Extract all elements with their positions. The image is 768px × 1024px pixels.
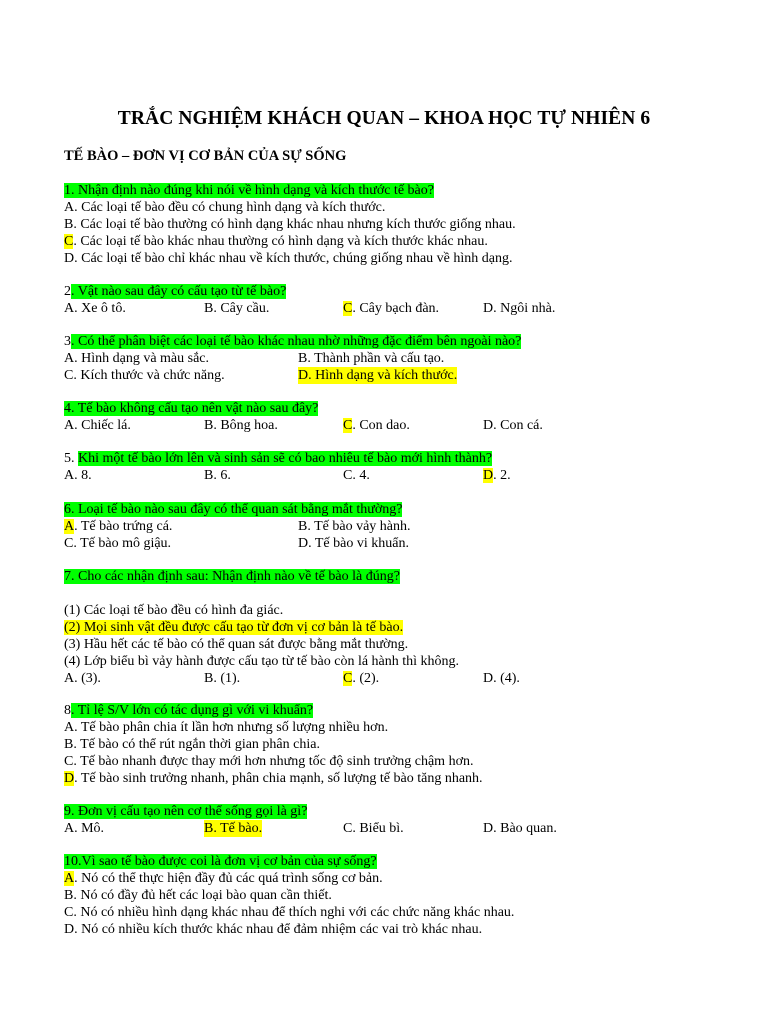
question-4-option-b: B. Bông hoa. (204, 418, 278, 433)
question-7-option-b: B. (1). (204, 671, 241, 686)
question-1-option-d: D. Các loại tế bào chỉ khác nhau về kích thước, chúng giống nhau về hình dạng. (64, 251, 513, 266)
section-heading: TẾ BÀO – ĐƠN VỊ CƠ BẢN CỦA SỰ SỐNG (64, 148, 347, 164)
question-9-option-a: A. Mô. (64, 821, 105, 836)
question-3-option-c: C. Kích thước và chức năng. (64, 368, 225, 383)
question-10-option-d: D. Nó có nhiều kích thước khác nhau để đảm nhiệm các vai trò khác nhau. (64, 922, 483, 937)
question-6-option-b: B. Tế bào vảy hành. (298, 519, 411, 534)
question-9-text: 9. Đơn vị cấu tạo nên cơ thể sống gọi là gì? (64, 804, 308, 819)
question-3-option-a: A. Hình dạng và màu sắc. (64, 351, 210, 366)
question-7-option-d: D. (4). (483, 671, 520, 686)
page-title: TRẮC NGHIỆM KHÁCH QUAN – KHOA HỌC TỰ NHIÊN 6 (117, 108, 651, 129)
question-6-option-d: D. Tế bào vi khuẩn. (298, 536, 409, 551)
question-7-statement-4: (4) Lớp biểu bì vảy hành được cấu tạo từ tế bào còn lá hành thì không. (64, 654, 460, 669)
answer-marker: A (64, 519, 75, 534)
question-4-option-d: D. Con cá. (483, 418, 543, 433)
question-5-option-b: B. 6. (204, 468, 231, 483)
question-5-option-d: D. 2. (483, 468, 511, 483)
question-10-option-b: B. Nó có đầy đủ hết các loại bào quan cần thiết. (64, 888, 332, 903)
question-2-option-b: B. Cây cầu. (204, 301, 270, 316)
question-4-option-a: A. Chiếc lá. (64, 418, 131, 433)
question-9-option-d: D. Bào quan. (483, 821, 557, 836)
question-10-text: 10.Vì sao tế bào được coi là đơn vị cơ bản của sự sống? (64, 854, 377, 869)
question-2-option-c: C. Cây bạch đàn. (343, 301, 440, 316)
answer-marker: C (64, 234, 74, 249)
question-1 (64, 182, 516, 267)
question-7-statement-1: (1) Các loại tế bào đều có hình đa giác. (64, 603, 284, 618)
question-7 (64, 568, 520, 687)
question-5-option-a: A. 8. (64, 468, 92, 483)
question-5-option-c: C. 4. (343, 468, 370, 483)
question-8: 8. Tỉ lệ S/V lớn có tác dụng gì với vi khuẩn? A. Tế bào phân chia ít lần hơn nhưng số lượng nhiều hơn. B. Tế bào có thể rút ngắn thời gian phân chia. C. Tế bào nhanh được thay mới hơn nhưng tốc độ sinh trưởng chậm hơn. D. Tế bào sinh trưởng nhanh, phân chia mạnh, số lượng tế bào tăng nhanh. (64, 703, 483, 786)
question-6-option-c: C. Tế bào mô giậu. (64, 536, 172, 551)
question-3-option-b: B. Thành phần và cấu tạo. (298, 351, 445, 366)
question-6 (64, 501, 411, 552)
question-8-option-d: D. Tế bào sinh trưởng nhanh, phân chia mạnh, số lượng tế bào tăng nhanh. (64, 771, 483, 786)
question-1-option-c: C. Các loại tế bào khác nhau thường có hình dạng và kích thước khác nhau. (64, 234, 488, 249)
question-8-option-b: B. Tế bào có thể rút ngắn thời gian phân chia. (64, 737, 320, 752)
answer-marker: D (64, 771, 75, 786)
question-2-text: . Vật nào sau đây có cấu tạo từ tế bào? (71, 284, 287, 299)
question-9-option-b: B. Tế bào. (204, 821, 263, 836)
question-2: 2. Vật nào sau đây có cấu tạo từ tế bào? A. Xe ô tô. B. Cây cầu. C. Cây bạch đàn. D. Ngôi nhà. (64, 284, 556, 316)
question-3-text: . Có thể phân biệt các loại tế bào khác nhau nhờ những đặc điểm bên ngoài nào? (71, 334, 522, 349)
question-1-option-b: B. Các loại tế bào thường có hình dạng khác nhau nhưng kích thước giống nhau. (64, 217, 516, 232)
question-3-option-d: D. Hình dạng và kích thước. (298, 368, 458, 383)
question-7-option-c: C. (2). (343, 671, 380, 686)
answer-marker: C (343, 418, 353, 433)
question-2-option-d: D. Ngôi nhà. (483, 301, 556, 316)
answer-marker: D (483, 468, 494, 483)
question-4-text: 4. Tế bào không cấu tạo nên vật nào sau đây? (64, 401, 319, 416)
question-7-statement-2: (2) Mọi sinh vật đều được cấu tạo từ đơn vị cơ bản là tế bào. (64, 620, 404, 635)
question-10 (64, 853, 514, 938)
question-10-option-a: A. Nó có thể thực hiện đầy đủ các quá trình sống cơ bản. (64, 871, 383, 886)
question-5: 5. Khi một tế bào lớn lên và sinh sản sẽ có bao nhiêu tế bào mới hình thành? A. 8. B. 6. C. 4. D. 2. (64, 451, 511, 483)
answer-marker: C (343, 671, 353, 686)
question-7-text: 7. Cho các nhận định sau: Nhận định nào về tế bào là đúng? (64, 569, 400, 584)
question-4-option-c: C. Con dao. (343, 418, 410, 433)
question-8-option-c: C. Tế bào nhanh được thay mới hơn nhưng tốc độ sinh trưởng chậm hơn. (64, 754, 474, 769)
question-3: 3. Có thể phân biệt các loại tế bào khác nhau nhờ những đặc điểm bên ngoài nào? A. Hình dạng và màu sắc. B. Thành phần và cấu tạo. C. Kích thước và chức năng. D. Hình dạng và kích thước. (64, 334, 522, 383)
question-6-text: 6. Loại tế bào nào sau đây có thể quan sát bằng mắt thường? (64, 502, 403, 517)
question-9 (64, 803, 557, 837)
answer-marker: C (343, 301, 353, 316)
question-10-option-c: C. Nó có nhiều hình dạng khác nhau để thích nghi với các chức năng khác nhau. (64, 905, 515, 920)
question-8-text: . Tỉ lệ S/V lớn có tác dụng gì với vi khuẩn? (71, 703, 314, 718)
question-2-option-a: A. Xe ô tô. (64, 301, 126, 316)
question-7-option-a: A. (3). (64, 671, 101, 686)
question-5-text: Khi một tế bào lớn lên và sinh sản sẽ có bao nhiêu tế bào mới hình thành? (78, 451, 493, 466)
question-1-option-a: A. Các loại tế bào đều có chung hình dạng và kích thước. (64, 200, 386, 215)
question-9-option-c: C. Biểu bì. (343, 821, 404, 836)
answer-marker: A (64, 871, 75, 886)
question-8-option-a: A. Tế bào phân chia ít lần hơn nhưng số lượng nhiều hơn. (64, 720, 389, 735)
question-6-option-a: A. Tế bào trứng cá. (64, 519, 173, 534)
question-1-text: 1. Nhận định nào đúng khi nói về hình dạng và kích thước tế bào? (64, 183, 434, 198)
question-7-statement-3: (3) Hầu hết các tế bào có thể quan sát được bằng mắt thường. (64, 637, 409, 652)
question-4 (64, 400, 543, 434)
